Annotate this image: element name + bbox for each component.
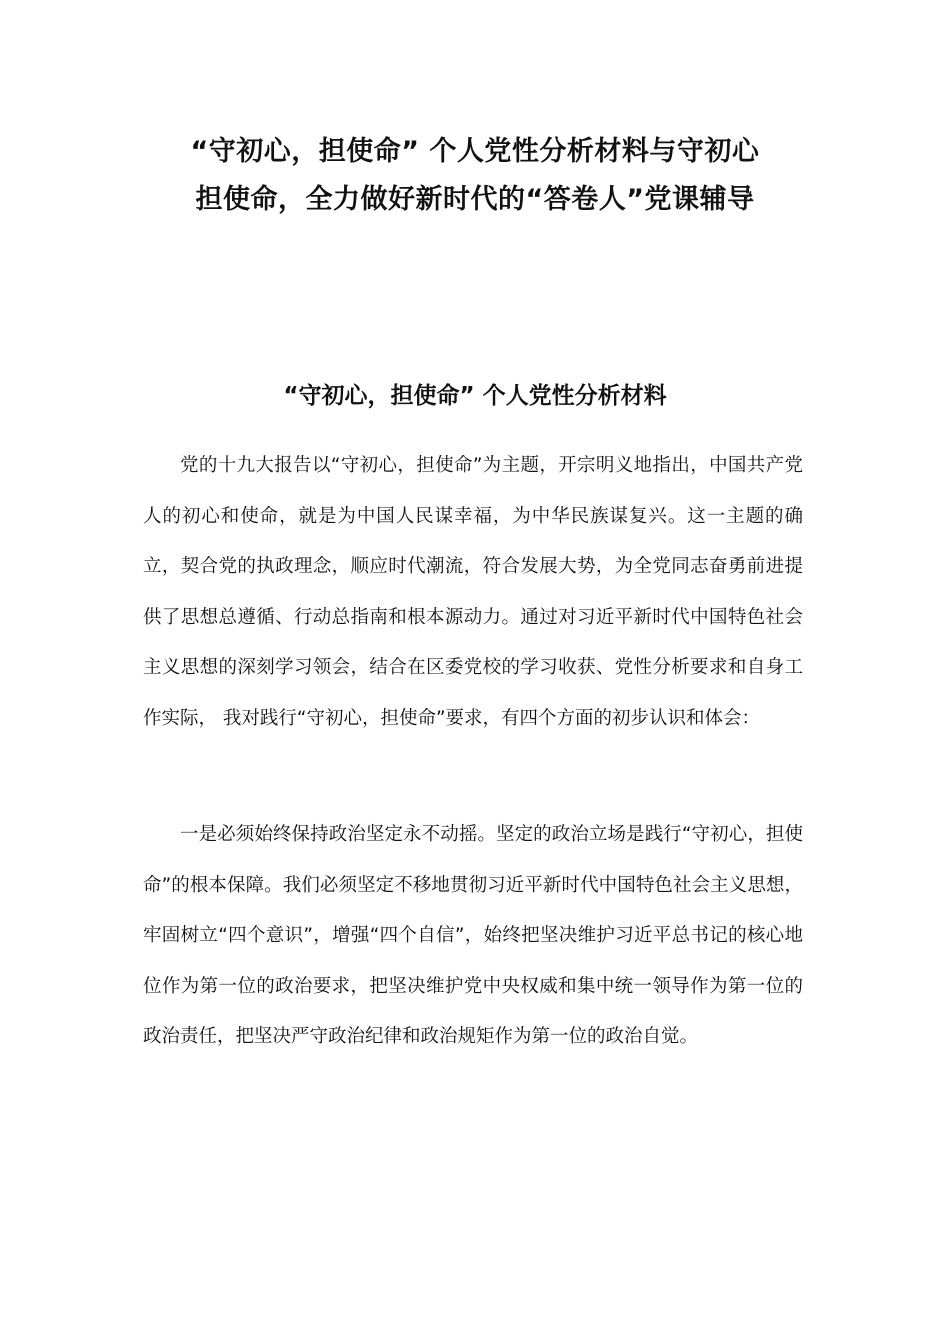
body-paragraph-point-one: 一是必须始终保持政治坚定永不动摇。坚定的政治立场是践行“守初心，担使命”的根本保障。我们必须坚定不移地贯彻习近平新时代中国特色社会主义思想，牢固树立“四个意识”，增强“四个自信”，始终把坚决维护习近平总书记的核心地位作为第一位的政治要求，把坚决维护党中央权威和集中统一领导作为第一位的政治责任，把坚决严守政治纪律和政治规矩作为第一位的政治自觉。 bbox=[143, 824, 803, 1047]
document-title-line-2: 担使命，全力做好新时代的“答卷人”党课辅导 bbox=[195, 184, 755, 215]
section-title: “守初心，担使命” 个人党性分析材料 bbox=[283, 383, 667, 409]
document-title bbox=[100, 128, 850, 224]
document-title-line-1: “守初心，担使命” 个人党性分析材料与守初心 bbox=[190, 136, 760, 167]
body-paragraph-intro: 党的十九大报告以“守初心，担使命”为主题，开宗明义地指出，中国共产党人的初心和使命，就是为中国人民谋幸福，为中华民族谋复兴。这一主题的确立，契合党的执政理念，顺应时代潮流，符合发展大势，为全党同志奋勇前进提供了思想总遵循、行动总指南和根本源动力。通过对习近平新时代中国特色社会主义思想的深刻学习领会，结合在区委党校的学习收获、党性分析要求和自身工作实际， 我对践行“守初心，担使命”要求，有四个方面的初步认识和体会： bbox=[143, 455, 803, 729]
